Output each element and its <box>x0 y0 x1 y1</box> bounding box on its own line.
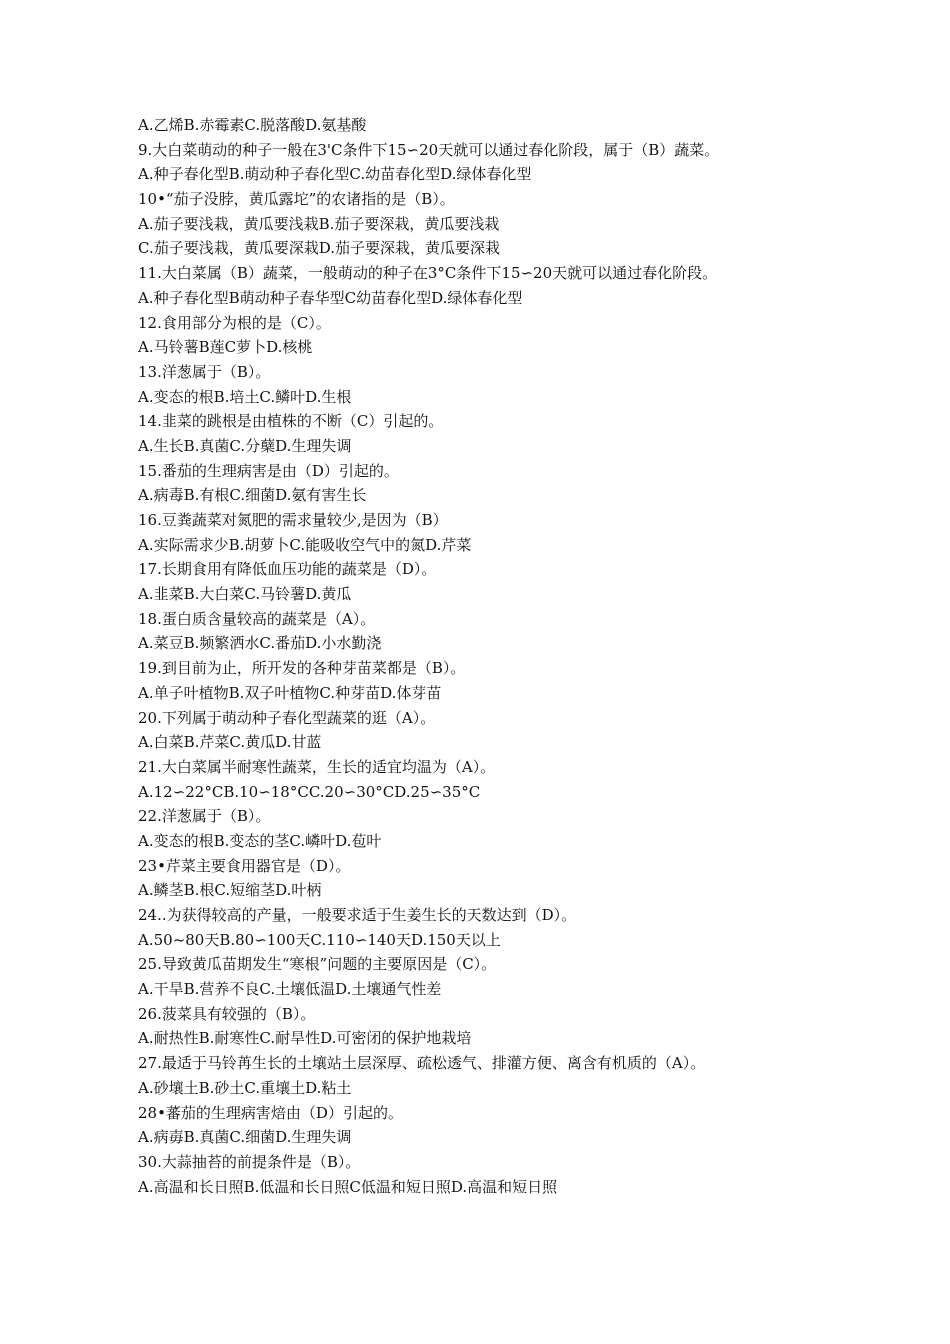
question-line: 17.长期食用有降低血压功能的蔬菜是（D）。 <box>138 560 437 579</box>
options-line: A.砂壤土B.砂土C.重壤土D.粘土 <box>138 1078 352 1097</box>
question-line: 28•蕃茄的生理病害焙由（D）引起的。 <box>138 1103 403 1122</box>
options-line: A.50~80天B.80∽100天C.110∽140天D.150天以上 <box>138 930 501 949</box>
question-line: 27.最适于马铃苒生长的土壤站土层深厚、疏松透气、排灌方便、离含有机质的（A）。 <box>138 1054 706 1073</box>
question-line: 10•“茄子没脖，黄瓜露坨”的农诸指的是（B）。 <box>138 190 455 209</box>
document-page <box>138 113 918 1199</box>
question-line: 30.大蒜抽苔的前提条件是（B）。 <box>138 1152 361 1171</box>
question-line: 20.下列属于萌动种子春化型蔬菜的逛（A）。 <box>138 708 436 727</box>
options-line: A.实际需求少B.胡萝卜C.能吸收空气中的氮D.芹菜 <box>138 535 472 554</box>
options-line: A.病毐B.真菌C.细菌D.生理失调 <box>138 1128 352 1147</box>
options-line: A.种子春化型B.萌动种子春化型C.幼苗春化型D.绿体春化型 <box>138 165 532 184</box>
options-line: A.菜豆B.频繁洒水C.番茄D.小水勤浇 <box>138 634 382 653</box>
question-line: 14.韭菜的跳根是由植株的不断（C）引起的。 <box>138 412 444 431</box>
question-line: 25.导致黄瓜苗期发生“寒根”问题的主要原因是（C）。 <box>138 955 497 974</box>
question-line: 9.大白菜萌动的种子一般在3'C条件下15∽20天就可以通过春化阶段，属于（B）蔬菜。 <box>138 140 720 159</box>
options-line: A.生长B.真菌C.分蘖D.生理失调 <box>138 436 352 455</box>
question-line: 12.食用部分为根的是（C）。 <box>138 313 331 332</box>
options-line: A.韭菜B.大白菜C.马铃薯D.黄瓜 <box>138 585 352 604</box>
question-line: 13.洋葱属于（B）。 <box>138 362 271 381</box>
question-line: 26.菠菜具有较强的（B）。 <box>138 1004 316 1023</box>
options-line: A.白菜B.芹菜C.黄瓜D.甘蓝 <box>138 733 322 752</box>
text-line: A.乙烯B.赤霉素C.脱落酸D.氨基酸 <box>138 116 367 134</box>
options-line: A.马铃薯B莲C萝卜D.核桃 <box>138 338 313 357</box>
options-line: A.变态的根B.培土C.鳞叶D.生根 <box>138 387 352 406</box>
options-line: A.病毒B.有根C.细菌D.氨有害生长 <box>138 486 367 505</box>
question-line: 16.豆粪蔬菜对氮肥的需求量较少,是因为（B） <box>138 511 448 529</box>
question-line: 23•芹菜主要食用器官是（D）。 <box>138 856 351 875</box>
options-line: A.高温和长日照B.低温和长日照C低温和短日照D.高温和短日照 <box>138 1177 558 1196</box>
question-line: 24..为获得较高的产量，一般要求适于生姜生长的天数达到（D）。 <box>138 906 577 924</box>
options-line: A.单子叶植物B.双子叶植物C.种芽苗D.体芽苗 <box>138 683 442 702</box>
question-line: 18.蛋白质含量较高的蔬菜是（A）。 <box>138 609 376 628</box>
options-line: A.干旱B.营养不良C.土壤低温D.土壤通气性差 <box>138 980 442 999</box>
options-line: A.鳞茎B.根C.短缩茎D.叶柄 <box>138 881 322 900</box>
options-line: A.种子春化型B萌动种子春华型C幼苗春化型D.绿体春化型 <box>138 288 523 307</box>
options-line: A.变态的根B.变态的茎C.嶙叶D.苞叶 <box>138 831 382 850</box>
options-line: A.12∽22°CB.10∽18°CC.20∽30°CD.25∽35°C <box>138 782 481 801</box>
question-line: 15.番茄的生理病害是由（D）引起的。 <box>138 461 399 480</box>
question-line: 19.到目前为止，所开发的各种芽苗菜都是（B）。 <box>138 659 466 678</box>
question-line: 22.洋葱属于（B）。 <box>138 807 271 826</box>
question-line: 11.大白菜属（B）蔬菜，一般萌动的种子在3°C条件下15∽20天就可以通过春化阶段。 <box>138 264 718 283</box>
options-line: C.茄子要浅栽，黄瓜要深栽D.茄子要深栽，黄瓜要深栽 <box>138 239 500 258</box>
question-line: 21.大白菜属半耐寒性蔬菜，生长的适宜均温为（A）。 <box>138 757 496 776</box>
options-line: A.茄子要浅栽，黄瓜要浅栽B.茄子要深栽，黄瓜要浅栽 <box>138 214 500 233</box>
options-line: A.耐热性B.耐寒性C.耐旱性D.可密闭的保护地栽培 <box>138 1029 472 1048</box>
